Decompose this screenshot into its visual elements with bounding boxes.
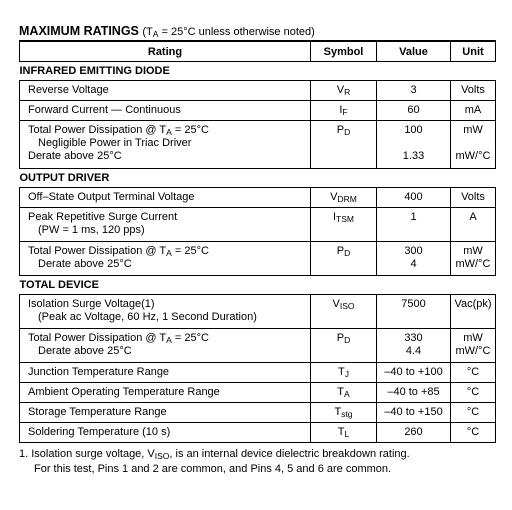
value-cell: 300 4 — [377, 242, 451, 276]
table-row — [20, 101, 496, 121]
value-cell: 3 — [377, 81, 451, 101]
table-row — [20, 383, 496, 403]
title-bold: MAXIMUM RATINGS — [19, 24, 139, 38]
col-rating: Rating — [20, 41, 311, 62]
table-row — [20, 81, 496, 101]
unit-cell: Volts — [451, 188, 496, 208]
rating-cell: Soldering Temperature (10 s) — [20, 423, 311, 443]
rating-cell: Ambient Operating Temperature Range — [20, 383, 311, 403]
unit-cell: Vac(pk) — [451, 295, 496, 329]
col-unit: Unit — [451, 41, 496, 62]
symbol-cell: $I_{TSM}$ — [311, 208, 377, 242]
value-cell: 260 — [377, 423, 451, 443]
unit-cell: mW mW/°C — [451, 329, 496, 363]
section-total-device: TOTAL DEVICE — [20, 276, 496, 295]
rating-cell: Total Power Dissipation @ $T_A = 25^\circ C$ Negligible Power in Triac Driver Derate above 25°C — [20, 121, 311, 169]
unit-cell: °C — [451, 383, 496, 403]
table-row — [20, 188, 496, 208]
symbol-cell: $P_D$ — [311, 329, 377, 363]
ratings-table — [19, 40, 496, 443]
rating-cell: Total Power Dissipation @ $T_A = 25^\circ C$ Derate above 25°C — [20, 329, 311, 363]
unit-cell: mA — [451, 101, 496, 121]
header-row — [20, 41, 496, 62]
title-note-post: = 25°C unless otherwise noted) — [158, 26, 315, 38]
title-note-sub: A — [152, 29, 159, 39]
unit-cell: °C — [451, 363, 496, 383]
col-value: Value — [377, 41, 451, 62]
table-row — [20, 121, 496, 169]
unit-cell: Volts — [451, 81, 496, 101]
section-infrared: INFRARED EMITTING DIODE — [20, 62, 496, 81]
table-row — [20, 423, 496, 443]
col-symbol: Symbol — [311, 41, 377, 62]
rating-cell: Off–State Output Terminal Voltage — [20, 188, 311, 208]
rating-cell: Storage Temperature Range — [20, 403, 311, 423]
unit-cell: °C — [451, 403, 496, 423]
value-cell: 400 — [377, 188, 451, 208]
table-row — [20, 403, 496, 423]
rating-cell: Isolation Surge Voltage(1) (Peak ac Voltage, 60 Hz, 1 Second Duration) — [20, 295, 311, 329]
symbol-cell: $V_{DRM}$ — [311, 188, 377, 208]
rating-cell: Reverse Voltage — [20, 81, 311, 101]
table-row — [20, 329, 496, 363]
footnote — [19, 448, 495, 476]
unit-cell: °C — [451, 423, 496, 443]
rating-cell: Total Power Dissipation @ $T_A = 25^\circ C$ Derate above 25°C — [20, 242, 311, 276]
value-cell: 100 1.33 — [377, 121, 451, 169]
symbol-cell: $I_F$ — [311, 101, 377, 121]
table-row — [20, 295, 496, 329]
symbol-cell: $T_J$ — [311, 363, 377, 383]
value-cell: –40 to +150 — [377, 403, 451, 423]
maximum-ratings-table-block — [19, 22, 495, 476]
table-title — [19, 22, 495, 40]
symbol-cell: $T_{stg}$ — [311, 403, 377, 423]
unit-cell: mW mW/°C — [451, 242, 496, 276]
title-note — [142, 26, 314, 38]
symbol-cell: $P_D$ — [311, 242, 377, 276]
unit-cell: A — [451, 208, 496, 242]
value-cell: 1 — [377, 208, 451, 242]
symbol-cell: $T_L$ — [311, 423, 377, 443]
symbol-cell: $V_{ISO}$ — [311, 295, 377, 329]
section-output-driver: OUTPUT DRIVER — [20, 169, 496, 188]
value-cell: 7500 — [377, 295, 451, 329]
symbol-cell: $P_D$ — [311, 121, 377, 169]
value-cell: –40 to +100 — [377, 363, 451, 383]
value-cell: –40 to +85 — [377, 383, 451, 403]
value-cell: 60 — [377, 101, 451, 121]
rating-cell: Junction Temperature Range — [20, 363, 311, 383]
symbol-cell: $V_R$ — [311, 81, 377, 101]
unit-cell: mW mW/°C — [451, 121, 496, 169]
table-row — [20, 242, 496, 276]
table-row — [20, 208, 496, 242]
rating-cell: Peak Repetitive Surge Current (PW = 1 ms, 120 pps) — [20, 208, 311, 242]
title-note-pre: (T — [142, 26, 153, 38]
footnote-line-1: 1. Isolation surge voltage, $V_{ISO}$, is an internal device dielectric breakdown rating. — [19, 448, 410, 461]
footnote-line-2: For this test, Pins 1 and 2 are common, and Pins 4, 5 and 6 are common. — [34, 463, 392, 475]
rating-cell: Forward Current — Continuous — [20, 101, 311, 121]
value-cell: 330 4.4 — [377, 329, 451, 363]
table-row — [20, 363, 496, 383]
symbol-cell: $T_A$ — [311, 383, 377, 403]
